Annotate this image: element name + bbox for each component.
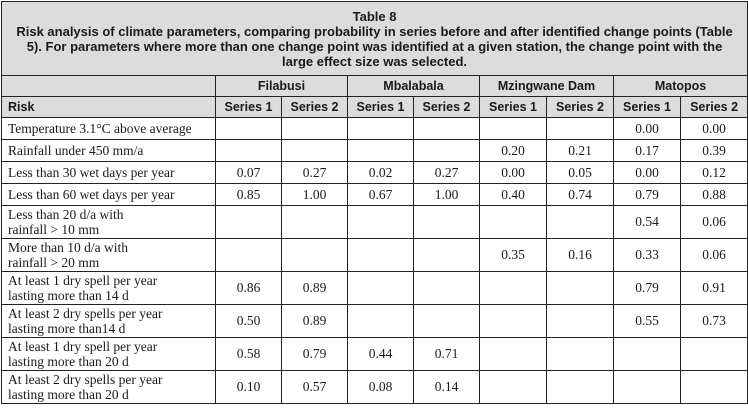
risk-label-cell: Less than 60 wet days per year [2,184,216,206]
risk-analysis-table [1,1,748,404]
series-header: Series 1 [480,97,547,118]
table-row [2,338,748,371]
value-cell: 0.00 [480,162,547,184]
risk-label-cell: At least 1 dry spell per year lasting more than 14 d [2,272,216,305]
value-cell: 0.79 [282,338,348,371]
station-header-filabusi: Filabusi [216,76,348,97]
value-cell: 0.79 [614,272,681,305]
value-cell [547,338,614,371]
value-cell [614,338,681,371]
value-cell [216,118,282,140]
risk-label-cell: Less than 20 d/a with rainfall > 10 mm [2,206,216,239]
value-cell: 1.00 [414,184,480,206]
risk-label-cell: At least 1 dry spell per year lasting more than 20 d [2,338,216,371]
table-body [2,118,748,404]
value-cell [348,239,414,272]
value-cell [216,206,282,239]
value-cell: 0.85 [216,184,282,206]
value-cell [480,272,547,305]
value-cell [480,338,547,371]
series-header: Series 1 [614,97,681,118]
table-row [2,371,748,404]
value-cell: 0.54 [614,206,681,239]
value-cell: 1.00 [282,184,348,206]
risk-column-header: Risk [2,97,216,118]
value-cell: 0.21 [547,140,614,162]
series-header: Series 2 [681,97,748,118]
series-header: Series 2 [282,97,348,118]
value-cell [681,338,748,371]
risk-label-cell: More than 10 d/a with rainfall > 20 mm [2,239,216,272]
value-cell: 0.44 [348,338,414,371]
risk-label-cell: Temperature 3.1°C above average [2,118,216,140]
value-cell: 0.20 [480,140,547,162]
series-header: Series 1 [216,97,282,118]
value-cell [547,118,614,140]
value-cell: 0.40 [480,184,547,206]
value-cell [282,140,348,162]
risk-label-cell: Less than 30 wet days per year [2,162,216,184]
value-cell [216,140,282,162]
risk-label-cell: At least 2 dry spells per year lasting more than 20 d [2,371,216,404]
value-cell: 0.73 [681,305,748,338]
value-cell: 0.58 [216,338,282,371]
value-cell: 0.74 [547,184,614,206]
value-cell [414,239,480,272]
risk-label-cell: Rainfall under 450 mm/a [2,140,216,162]
value-cell: 0.27 [414,162,480,184]
table-row [2,118,748,140]
value-cell: 0.16 [547,239,614,272]
value-cell: 0.08 [348,371,414,404]
value-cell [348,305,414,338]
value-cell: 0.50 [216,305,282,338]
table-title: Table 8 [352,9,397,24]
value-cell [547,305,614,338]
value-cell [348,206,414,239]
value-cell: 0.00 [614,162,681,184]
value-cell: 0.39 [681,140,748,162]
table-row [2,140,748,162]
value-cell: 0.67 [348,184,414,206]
value-cell [216,239,282,272]
value-cell [547,206,614,239]
table-row [2,239,748,272]
value-cell: 0.00 [614,118,681,140]
value-cell: 0.27 [282,162,348,184]
value-cell: 0.91 [681,272,748,305]
value-cell [414,305,480,338]
station-header-matopos: Matopos [614,76,748,97]
value-cell: 0.00 [681,118,748,140]
value-cell: 0.79 [614,184,681,206]
value-cell: 0.17 [614,140,681,162]
value-cell: 0.33 [614,239,681,272]
value-cell: 0.05 [547,162,614,184]
value-cell [348,272,414,305]
table-caption [2,2,748,76]
value-cell [480,206,547,239]
value-cell: 0.57 [282,371,348,404]
value-cell: 0.35 [480,239,547,272]
series-header: Series 2 [414,97,480,118]
value-cell [414,118,480,140]
table-row [2,162,748,184]
value-cell [282,206,348,239]
risk-label-cell: At least 2 dry spells per year lasting more than14 d [2,305,216,338]
value-cell [282,239,348,272]
value-cell: 0.88 [681,184,748,206]
table-row [2,305,748,338]
table-row [2,184,748,206]
value-cell [480,118,547,140]
value-cell [547,371,614,404]
value-cell: 0.71 [414,338,480,371]
value-cell: 0.10 [216,371,282,404]
value-cell [348,118,414,140]
series-header: Series 1 [348,97,414,118]
table-container [1,1,747,417]
value-cell: 0.89 [282,272,348,305]
table-row [2,206,748,239]
value-cell [282,118,348,140]
value-cell [414,206,480,239]
value-cell: 0.89 [282,305,348,338]
value-cell: 0.12 [681,162,748,184]
value-cell: 0.06 [681,239,748,272]
value-cell: 0.07 [216,162,282,184]
station-header-mzingwane-dam: Mzingwane Dam [480,76,614,97]
value-cell [414,140,480,162]
value-cell [480,305,547,338]
value-cell [414,272,480,305]
value-cell: 0.06 [681,206,748,239]
value-cell [480,371,547,404]
value-cell [547,272,614,305]
series-header: Series 2 [547,97,614,118]
value-cell: 0.86 [216,272,282,305]
value-cell [348,140,414,162]
value-cell: 0.55 [614,305,681,338]
value-cell: 0.14 [414,371,480,404]
value-cell [614,371,681,404]
value-cell [681,371,748,404]
station-header-mbalabala: Mbalabala [348,76,480,97]
table-row [2,272,748,305]
value-cell: 0.02 [348,162,414,184]
table-caption-text: Risk analysis of climate parameters, comparing probability in series before and after identified change points (Table 5). For parameters where more than one change point was identified at a given station, the change point with the large effect size was selected. [16,24,733,69]
header-blank-cell [2,76,216,97]
